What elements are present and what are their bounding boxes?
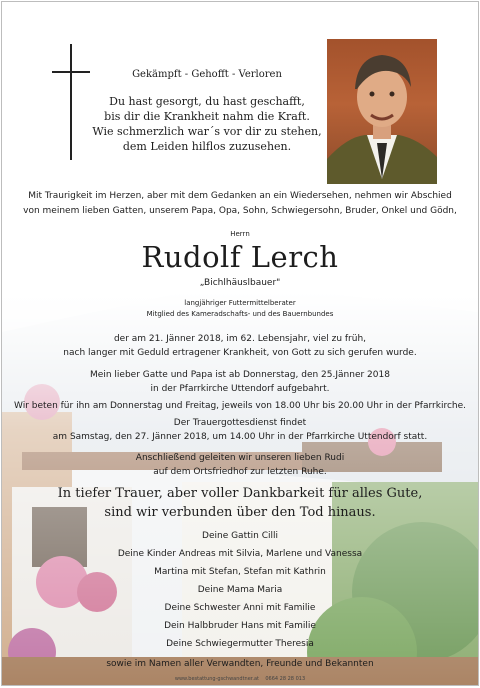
death-line: nach langer mit Geduld ertragener Krankheit, von Gott zu sich gerufen wurde. (63, 348, 417, 358)
mourner-line: Deine Kinder Andreas mit Silvia, Marlene und Vanessa (117, 549, 363, 559)
deceased-name: Rudolf Lerch (141, 240, 339, 274)
laying-out-line: in der Pfarrkirche Uttendorf aufgebahrt. (150, 384, 330, 394)
burial-line: Anschließend geleiten wir unseren lieben Rudi (135, 453, 345, 463)
mourner-line: Deine Schwiegermutter Theresia (166, 639, 314, 649)
poem-line: dem Leiden hilflos zuzusehen. (122, 140, 292, 153)
poem-line: Wie schmerzlich war´s vor dir zu stehen, (92, 125, 322, 138)
mourner-line: Deine Schwester Anni mit Familie (164, 603, 316, 613)
intro-line: Mit Traurigkeit im Herzen, aber mit dem Gedanken an ein Wiedersehen, nehmen wir Abschied (28, 191, 452, 201)
role-line: Mitglied des Kameradschafts- und des Bauernbundes (146, 310, 334, 318)
intro-line: von meinem lieben Gatten, unserem Papa, Opa, Sohn, Schwiegersohn, Bruder, Onkel und Gödn, (23, 206, 457, 216)
footer-phone: 0664 28 28 013 (265, 676, 306, 682)
motto: Gekämpft - Gehofft - Verloren (132, 69, 282, 80)
final-line: sowie im Namen aller Verwandten, Freunde und Bekannten (106, 659, 374, 669)
mourner-line: Martina mit Stefan, Stefan mit Kathrin (154, 567, 326, 577)
closing-line: In tiefer Trauer, aber voller Dankbarkeit für alles Gute, (57, 486, 423, 501)
obituary-card (1, 1, 479, 686)
closing-line: sind wir verbunden über den Tod hinaus. (104, 505, 376, 520)
footer (2, 676, 478, 682)
footer-website: www.bestattung-gschwandtner.at (174, 676, 259, 682)
funeral-line: am Samstag, den 27. Jänner 2018, um 14.00 Uhr in der Pfarrkirche Uttendorf statt. (52, 432, 428, 442)
laying-out-line: Mein lieber Gatte und Papa ist ab Donnerstag, den 25.Jänner 2018 (90, 370, 390, 380)
prayer-line: Wir beten für ihn am Donnerstag und Freitag, jeweils von 18.00 Uhr bis 20.00 Uhr in der Pfarrkirche. (14, 401, 466, 411)
salutation: Herrn (230, 230, 250, 238)
death-line: der am 21. Jänner 2018, im 62. Lebensjahr, viel zu früh, (113, 334, 367, 344)
mourner-line: Deine Gattin Cilli (202, 531, 278, 541)
burial-line: auf dem Ortsfriedhof zur letzten Ruhe. (153, 467, 327, 477)
mourner-line: Deine Mama Maria (197, 585, 283, 595)
funeral-line: Der Trauergottesdienst findet (173, 418, 307, 428)
poem-line: Du hast gesorgt, du hast geschafft, (109, 95, 305, 108)
mourner-line: Dein Halbbruder Hans mit Familie (164, 621, 316, 631)
cross-icon (52, 44, 90, 160)
portrait-photo (327, 39, 437, 184)
poem-line: bis dir die Krankheit nahm die Kraft. (104, 110, 310, 123)
nickname: „Bichlhäuslbauer" (199, 278, 281, 288)
role-line: langjähriger Futtermittelberater (184, 299, 296, 307)
